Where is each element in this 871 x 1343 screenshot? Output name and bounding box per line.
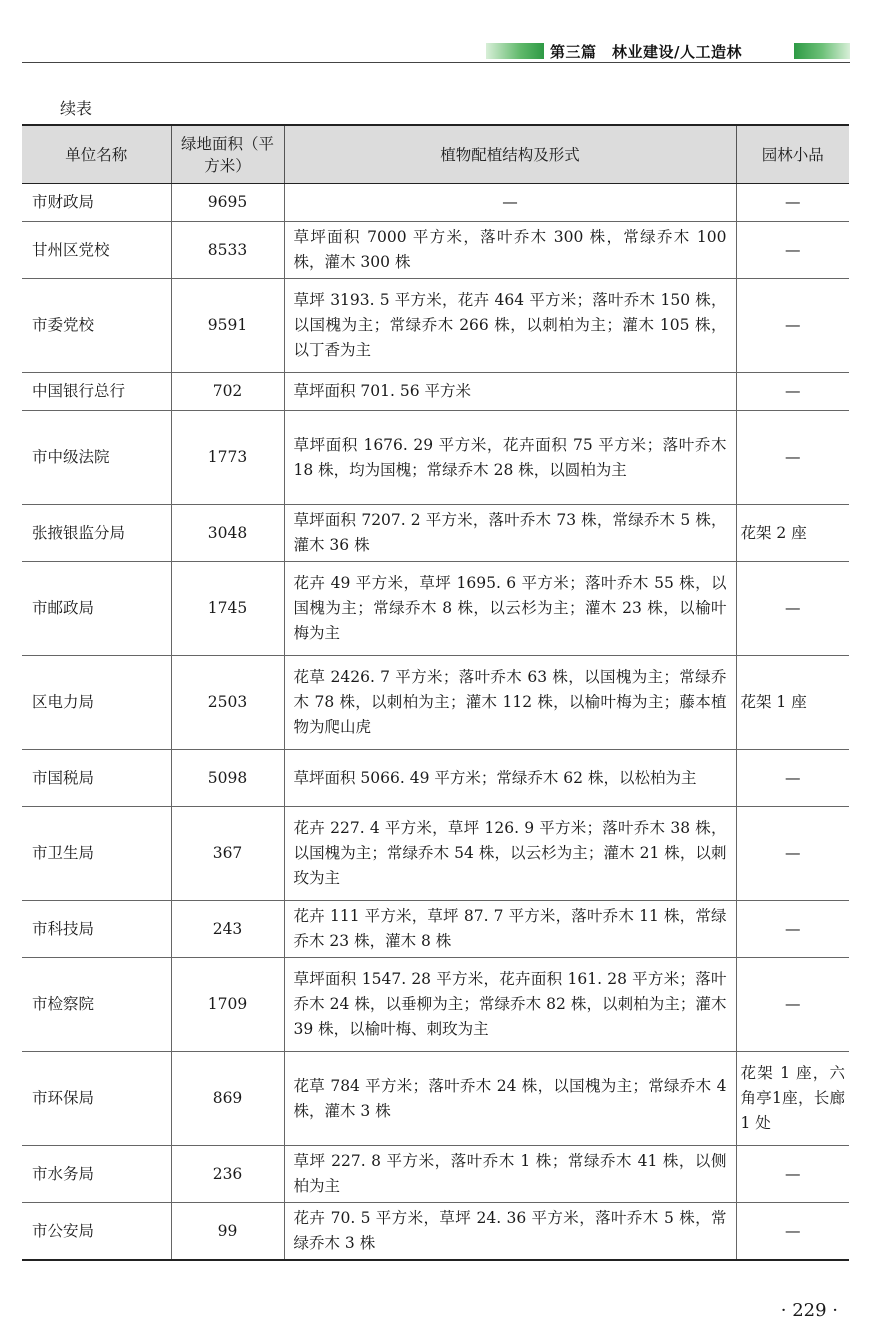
unit-name-cell: 市财政局	[22, 184, 171, 222]
feature-cell: —	[736, 1203, 849, 1261]
unit-name-cell: 甘州区党校	[22, 222, 171, 279]
table-row	[22, 562, 849, 656]
unit-name-cell: 市国税局	[22, 750, 171, 807]
structure-cell: 草坪面积 1676. 29 平方米，花卉面积 75 平方米；落叶乔木 18 株，均为国槐；常绿乔木 28 株，以圆柏为主	[284, 411, 736, 505]
table-row	[22, 1052, 849, 1146]
area-cell: 869	[171, 1052, 284, 1146]
unit-name-cell: 市水务局	[22, 1146, 171, 1203]
structure-cell: 草坪面积 701. 56 平方米	[284, 373, 736, 411]
feature-cell: —	[736, 411, 849, 505]
column-header-area-text: 绿地面积（平方米）	[180, 134, 274, 175]
table-caption: 续表	[60, 99, 93, 118]
table-row	[22, 411, 849, 505]
table-row	[22, 656, 849, 750]
table-row	[22, 901, 849, 958]
area-cell: 1709	[171, 958, 284, 1052]
unit-name-cell: 市中级法院	[22, 411, 171, 505]
column-header-feature: 园林小品	[736, 125, 849, 184]
area-cell: 2503	[171, 656, 284, 750]
structure-cell: 花卉 111 平方米，草坪 87. 7 平方米，落叶乔木 11 株，常绿乔木 23 株，灌木 8 株	[284, 901, 736, 958]
structure-cell: 草坪 3193. 5 平方米，花卉 464 平方米；落叶乔木 150 株，以国槐为主；常绿乔木 266 株，以刺柏为主；灌木 105 株，以丁香为主	[284, 279, 736, 373]
area-cell: 8533	[171, 222, 284, 279]
feature-cell: —	[736, 1146, 849, 1203]
column-header-area	[171, 125, 284, 184]
table-row	[22, 807, 849, 901]
feature-cell: 花架 1 座，六角亭1座，长廊 1 处	[736, 1052, 849, 1146]
table-row	[22, 1146, 849, 1203]
structure-cell: 花草 2426. 7 平方米；落叶乔木 63 株，以国槐为主；常绿乔木 78 株，以刺柏为主；灌木 112 株，以榆叶梅为主；藤本植物为爬山虎	[284, 656, 736, 750]
unit-name-cell: 区电力局	[22, 656, 171, 750]
structure-cell: 草坪面积 5066. 49 平方米；常绿乔木 62 株，以松柏为主	[284, 750, 736, 807]
area-cell: 99	[171, 1203, 284, 1261]
table-row	[22, 373, 849, 411]
feature-cell: —	[736, 750, 849, 807]
structure-cell: 花卉 227. 4 平方米，草坪 126. 9 平方米；落叶乔木 38 株，以国槐为主；常绿乔木 54 株，以云杉为主；灌木 21 株，以刺玫为主	[284, 807, 736, 901]
header-rule	[22, 62, 850, 63]
column-header-structure: 植物配植结构及形式	[284, 125, 736, 184]
structure-cell: 草坪面积 7207. 2 平方米，落叶乔木 73 株，常绿乔木 5 株，灌木 36 株	[284, 505, 736, 562]
unit-name-cell: 张掖银监分局	[22, 505, 171, 562]
unit-name-cell: 市委党校	[22, 279, 171, 373]
unit-name-cell: 市邮政局	[22, 562, 171, 656]
structure-cell: 草坪面积 1547. 28 平方米，花卉面积 161. 28 平方米；落叶乔木 24 株，以垂柳为主；常绿乔木 82 株，以刺柏为主；灌木 39 株，以榆叶梅、刺玫为主	[284, 958, 736, 1052]
table-row	[22, 958, 849, 1052]
table-row	[22, 279, 849, 373]
structure-cell: 花卉 70. 5 平方米，草坪 24. 36 平方米，落叶乔木 5 株，常绿乔木 3 株	[284, 1203, 736, 1261]
greenland-table	[22, 124, 849, 1261]
feature-cell: —	[736, 184, 849, 222]
unit-name-cell: 市公安局	[22, 1203, 171, 1261]
unit-name-cell: 市科技局	[22, 901, 171, 958]
header-decoration-right	[794, 43, 850, 59]
feature-cell: —	[736, 807, 849, 901]
feature-cell: —	[736, 901, 849, 958]
table-header-row	[22, 125, 849, 184]
area-cell: 367	[171, 807, 284, 901]
structure-cell: 花草 784 平方米；落叶乔木 24 株，以国槐为主；常绿乔木 4 株，灌木 3 株	[284, 1052, 736, 1146]
page-number: · 229 ·	[780, 1300, 838, 1321]
structure-cell: 草坪 227. 8 平方米，落叶乔木 1 株；常绿乔木 41 株，以侧柏为主	[284, 1146, 736, 1203]
area-cell: 1745	[171, 562, 284, 656]
area-cell: 3048	[171, 505, 284, 562]
area-cell: 1773	[171, 411, 284, 505]
structure-cell: —	[284, 184, 736, 222]
area-cell: 236	[171, 1146, 284, 1203]
feature-cell: —	[736, 222, 849, 279]
table-row	[22, 750, 849, 807]
area-cell: 5098	[171, 750, 284, 807]
header-title: 第三篇 林业建设/人工造林	[550, 42, 742, 61]
unit-name-cell: 市环保局	[22, 1052, 171, 1146]
header-decoration-left	[486, 43, 544, 59]
area-cell: 243	[171, 901, 284, 958]
structure-cell: 花卉 49 平方米，草坪 1695. 6 平方米；落叶乔木 55 株，以国槐为主；常绿乔木 8 株，以云杉为主；灌木 23 株，以榆叶梅为主	[284, 562, 736, 656]
table-row	[22, 184, 849, 222]
feature-cell: —	[736, 279, 849, 373]
table-row	[22, 505, 849, 562]
structure-cell: 草坪面积 7000 平方米，落叶乔木 300 株，常绿乔木 100 株，灌木 300 株	[284, 222, 736, 279]
unit-name-cell: 市卫生局	[22, 807, 171, 901]
area-cell: 9695	[171, 184, 284, 222]
unit-name-cell: 中国银行总行	[22, 373, 171, 411]
feature-cell: 花架 1 座	[736, 656, 849, 750]
area-cell: 702	[171, 373, 284, 411]
area-cell: 9591	[171, 279, 284, 373]
feature-cell: —	[736, 373, 849, 411]
table-row	[22, 222, 849, 279]
unit-name-cell: 市检察院	[22, 958, 171, 1052]
running-header	[486, 41, 850, 61]
feature-cell: —	[736, 958, 849, 1052]
column-header-unit: 单位名称	[22, 125, 171, 184]
feature-cell: —	[736, 562, 849, 656]
table-row	[22, 1203, 849, 1261]
feature-cell: 花架 2 座	[736, 505, 849, 562]
